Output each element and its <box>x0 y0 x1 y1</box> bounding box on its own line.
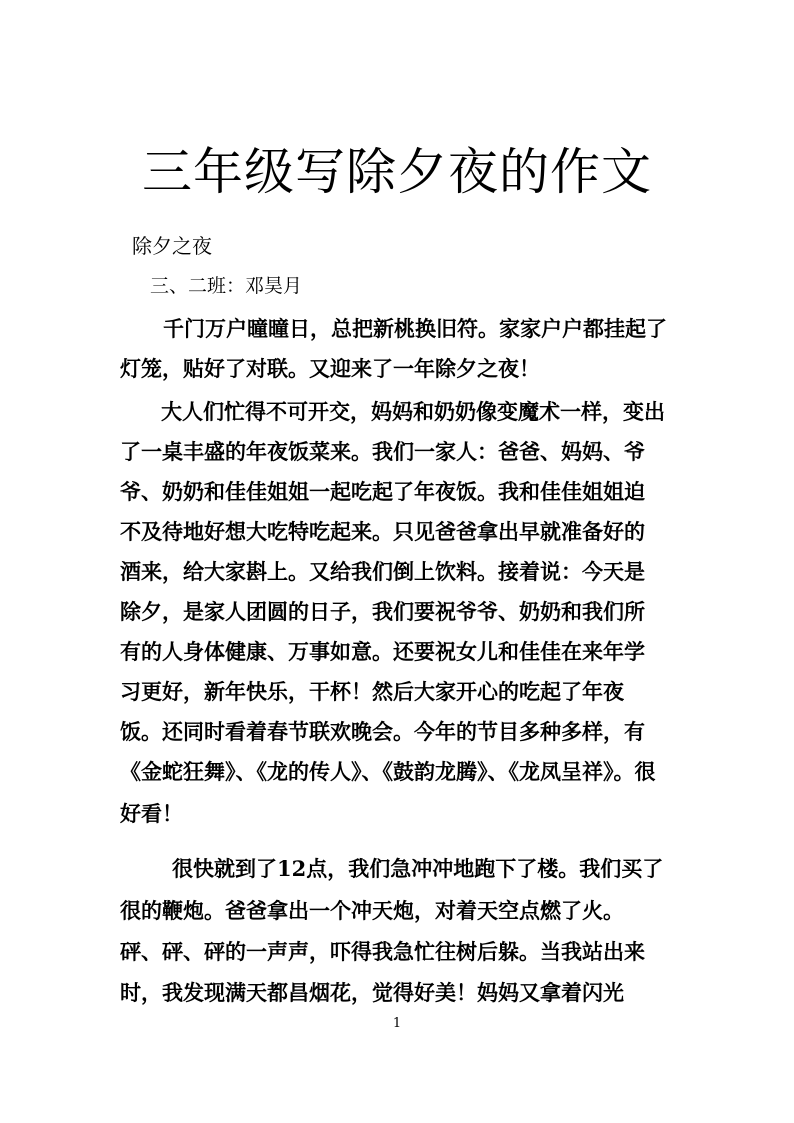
body-line: 千门万户曈曈日，总把新桃换旧符。家家户户都挂起了 <box>163 316 667 341</box>
page-title: 三年级写除夕夜的作文 <box>142 143 652 201</box>
body-line: 饭。还同时看着春节联欢晚会。今年的节目多种多样，有 <box>120 719 645 744</box>
body-line: 《金蛇狂舞》、《龙的传人》、《鼓韵龙腾》、《龙凤呈祥》。很 <box>120 759 656 784</box>
body-line: 有的人身体健康、万事如意。还要祝女儿和佳佳在来年学 <box>120 639 645 664</box>
essay-subtitle: 除夕之夜 <box>132 234 212 258</box>
page-number: 1 <box>392 1016 402 1031</box>
body-line: 砰、砰、砰的一声声，吓得我急忙往树后躲。当我站出来 <box>120 939 645 964</box>
body-line: 时，我发现满天都昌烟花，觉得好美！妈妈又拿着闪光 <box>120 980 624 1005</box>
body-line: 好看！ <box>120 801 183 826</box>
body-line: 灯笼，贴好了对联。又迎来了一年除夕之夜！ <box>120 356 540 381</box>
author-line: 三、二班：邓昊月 <box>150 275 303 297</box>
body-line: 了一桌丰盛的年夜饭菜来。我们一家人：爸爸、妈妈、爷 <box>120 439 645 464</box>
body-line: 除夕，是家人团圆的日子，我们要祝爷爷、奶奶和我们所 <box>120 599 645 624</box>
body-line: 不及待地好想大吃特吃起来。只见爸爸拿出早就准备好的 <box>120 519 645 544</box>
body-line: 酒来，给大家斟上。又给我们倒上饮料。接着说：今天是 <box>120 559 645 584</box>
body-line: 习更好，新年快乐，干杯！然后大家开心的吃起了年夜 <box>120 679 624 704</box>
body-line: 爷、奶奶和佳佳姐姐一起吃起了年夜饭。我和佳佳姐姐迫 <box>120 479 645 504</box>
body-line: 很的鞭炮。爸爸拿出一个冲天炮，对着天空点燃了火。 <box>120 898 624 923</box>
body-line: 很快就到了12点，我们急冲冲地跑下了楼。我们买了 <box>172 856 664 881</box>
body-line: 大人们忙得不可开交，妈妈和奶奶像变魔术一样，变出 <box>161 399 665 424</box>
